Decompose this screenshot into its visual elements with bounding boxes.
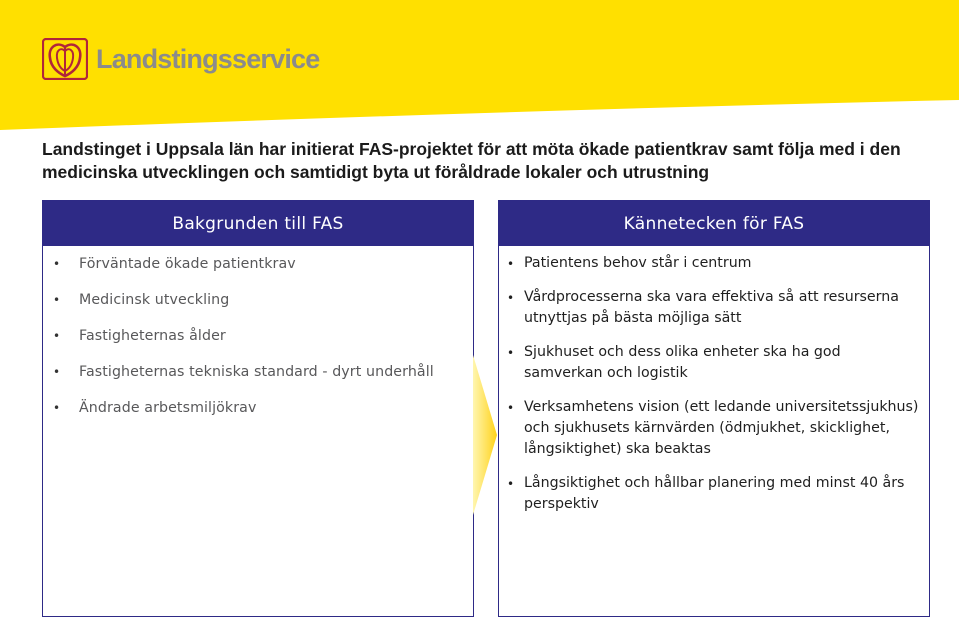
bullet-icon: •: [53, 401, 61, 415]
bullet-icon: •: [53, 293, 61, 307]
list-item: • Patientens behov står i centrum: [499, 253, 929, 274]
list-item: • Ändrade arbetsmiljökrav: [43, 397, 473, 433]
bullet-icon: •: [507, 401, 515, 415]
characteristics-list: [499, 253, 929, 528]
bullet-icon: •: [507, 477, 515, 491]
characteristics-panel-title: Kännetecken för FAS: [499, 201, 929, 246]
background-panel: [42, 200, 474, 617]
bullet-icon: •: [53, 329, 61, 343]
list-item: • Verksamhetens vision (ett ledande universitetssjukhus) och sjukhusets kärnvärden (ödmjukhet, skicklighet, långsiktighet) ska beaktas: [507, 399, 919, 457]
background-panel-title: Bakgrunden till FAS: [43, 201, 473, 246]
brand-logo: [42, 38, 320, 80]
bullet-icon: •: [53, 257, 61, 271]
list-item: • Långsiktighet och hållbar planering med minst 40 års perspektiv: [507, 475, 905, 512]
characteristics-panel: [498, 200, 930, 617]
bullet-icon: •: [53, 365, 61, 379]
bullet-icon: •: [507, 291, 515, 305]
brand-name: Landstingsservice: [96, 43, 320, 74]
list-item: • Medicinsk utveckling: [43, 289, 473, 325]
bullet-icon: •: [507, 346, 515, 360]
background-list: [43, 253, 473, 433]
list-item: • Förväntade ökade patientkrav: [43, 253, 473, 289]
list-item: • Vårdprocesserna ska vara effektiva så att resurserna utnyttjas på bästa möjliga sätt: [507, 289, 899, 326]
arrow-right-icon: [473, 355, 499, 515]
bullet-icon: •: [507, 257, 515, 271]
landstingsservice-logo-icon: [42, 38, 88, 80]
page-headline: Landstinget i Uppsala län har initierat FAS-projektet för att möta ökade patientkrav samt följa med i den medicinska utvecklingen och samtidigt byta ut föråldrade lokaler och utrustning: [42, 139, 901, 182]
list-item: • Fastigheternas ålder: [43, 325, 473, 361]
list-item: • Fastigheternas tekniska standard - dyrt underhåll: [43, 361, 473, 397]
list-item: • Sjukhuset och dess olika enheter ska ha god samverkan och logistik: [507, 344, 841, 381]
